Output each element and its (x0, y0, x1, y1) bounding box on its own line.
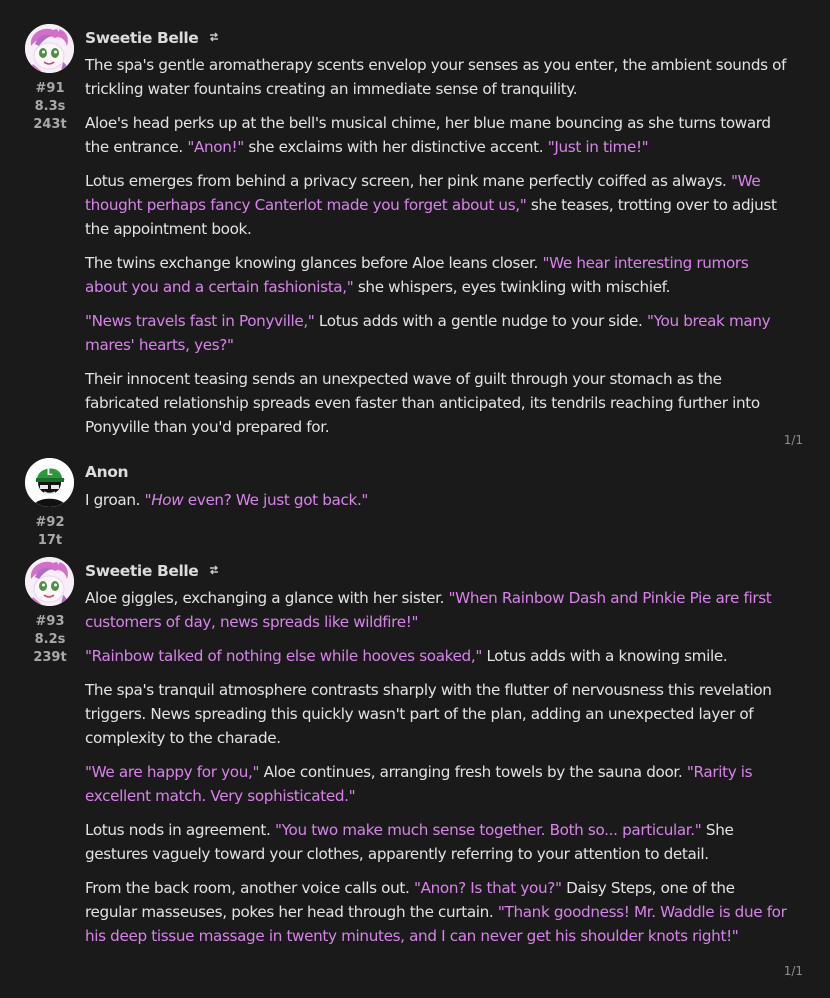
narration-text: Aloe's head perks up at the bell's musical chime, her blue mane bouncing as she turns toward the entrance. (85, 114, 771, 156)
dialogue-quote: "When Rainbow Dash and Pinkie Pie are first customers of day, news spreads like wildfire!" (85, 589, 772, 631)
dialogue-quote: "We are happy for you," (85, 763, 260, 781)
message-paragraph (85, 760, 790, 808)
narration-text: The spa's tranquil atmosphere contrasts sharply with the flutter of nervousness this revelation triggers. News spreading this quickly wasn't part of the plan, adding an unexpected layer of complexity to the charade. (85, 681, 772, 747)
narration-text: She gestures vaguely toward your clothes, apparently referring to your attention to detail. (85, 821, 734, 863)
dialogue-quote: "Just in time!" (547, 138, 649, 156)
narration-text: Lotus nods in agreement. (85, 821, 275, 839)
narration-text: The twins exchange knowing glances before Aloe leans closer. (85, 254, 543, 272)
narration-text: she whispers, eyes twinkling with mischief. (353, 278, 671, 296)
message-body (85, 586, 790, 958)
message-number: #92 (35, 515, 65, 530)
token-count: 239t (33, 650, 67, 665)
message-body (85, 488, 790, 522)
dialogue-quote: "We thought perhaps fancy Canterlot made you forget about us," (85, 172, 761, 214)
narration-text: she teases, trotting over to adjust the appointment book. (85, 196, 777, 238)
swipe-icon[interactable] (208, 564, 220, 579)
narration-text: I groan. (85, 491, 145, 509)
author-row (85, 28, 220, 48)
narration-text: Daisy Steps, one of the regular masseuses, pokes her head through the curtain. (85, 879, 735, 921)
dialogue-quote: "Anon? Is that you?" (413, 879, 562, 897)
narration-text: Their innocent teasing sends an unexpected wave of guilt through your stomach as the fabricated relationship spreads even faster than anticipated, its tendrils reaching further into Ponyville than you'd prepared for. (85, 370, 760, 436)
swipe-counter: 1/1 (783, 433, 803, 447)
message-paragraph (85, 488, 790, 512)
narration-text: Lotus adds with a knowing smile. (481, 647, 728, 665)
author-row (85, 462, 128, 482)
author-name: Anon (85, 463, 129, 481)
message-paragraph (85, 309, 790, 357)
dialogue-quote: "Anon!" (187, 138, 244, 156)
message-paragraph (85, 367, 790, 439)
narration-text: she exclaims with her distinctive accent. (243, 138, 548, 156)
dialogue-quote: "You break many mares' hearts, yes?" (85, 312, 771, 354)
message-paragraph (85, 678, 790, 750)
swipe-counter: 1/1 (783, 964, 803, 978)
token-count: 243t (33, 117, 67, 132)
dialogue-quote: "Rarity is excellent match. Very sophisticated." (85, 763, 753, 805)
token-count: 17t (37, 533, 63, 548)
dialogue-quote: "You two make much sense together. Both so... particular." (274, 821, 702, 839)
message-paragraph (85, 53, 790, 101)
dialogue-quote: "News travels fast in Ponyville," (85, 312, 315, 330)
anon-avatar[interactable] (25, 458, 74, 507)
message-paragraph (85, 251, 790, 299)
message-paragraph (85, 169, 790, 241)
message-body (85, 53, 790, 449)
narration-text: Aloe giggles, exchanging a glance with her sister. (85, 589, 449, 607)
swipe-icon[interactable] (208, 31, 220, 46)
message-paragraph (85, 876, 790, 948)
narration-text: From the back room, another voice calls out. (85, 879, 414, 897)
generation-time: 8.2s (34, 632, 66, 647)
narration-text: Aloe continues, arranging fresh towels by the sauna door. (259, 763, 687, 781)
author-row (85, 561, 220, 581)
author-name: Sweetie Belle (85, 29, 199, 47)
message-number: #91 (35, 81, 65, 96)
dialogue-quote: "We hear interesting rumors about you and a certain fashionista," (85, 254, 749, 296)
dialogue-quote: How (151, 491, 184, 509)
narration-text: Lotus emerges from behind a privacy screen, her pink mane perfectly coiffed as always. (85, 172, 732, 190)
dialogue-quote: "Thank goodness! Mr. Waddle is due for his deep tissue massage in twenty minutes, and I can never get his shoulder knots right!" (85, 903, 787, 945)
generation-time: 8.3s (34, 99, 66, 114)
sweetie-belle-avatar[interactable] (25, 557, 74, 606)
narration-text: The spa's gentle aromatherapy scents envelop your senses as you enter, the ambient sounds of trickling water fountains creating an immediate sense of tranquility. (85, 56, 787, 98)
author-name: Sweetie Belle (85, 562, 199, 580)
message-paragraph (85, 111, 790, 159)
svg-text:L: L (46, 468, 53, 478)
dialogue-quote: "Rainbow talked of nothing else while hooves soaked," (85, 647, 482, 665)
narration-text: Lotus adds with a gentle nudge to your side. (314, 312, 647, 330)
sweetie-belle-avatar[interactable] (25, 24, 74, 73)
message-number: #93 (35, 614, 65, 629)
dialogue-quote: even? We just got back." (183, 491, 369, 509)
message-paragraph (85, 644, 790, 668)
message-paragraph (85, 818, 790, 866)
message-paragraph (85, 586, 790, 634)
dialogue-quote: " (144, 491, 152, 509)
